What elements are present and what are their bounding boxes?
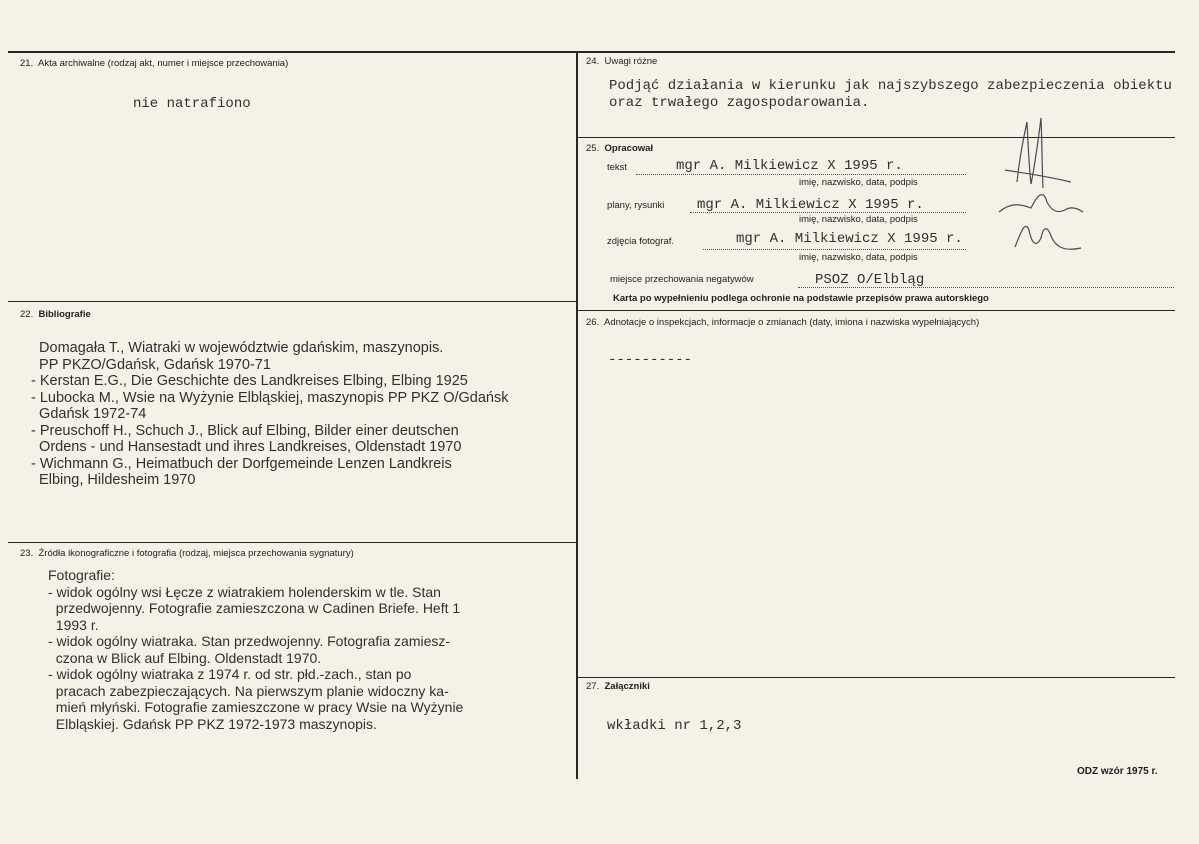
section-22-number: 22.	[20, 309, 34, 320]
iconography-line: - widok ogólny wiatraka z 1974 r. od str. płd.-zach., stan po	[48, 666, 412, 682]
form-footer: ODZ wzór 1975 r.	[1077, 766, 1158, 777]
section-21-content: nie natrafiono	[133, 96, 251, 112]
author-text-value: mgr A. Milkiewicz X 1995 r.	[676, 158, 903, 174]
rule-25-26	[577, 310, 1175, 311]
section-25-header	[586, 143, 653, 154]
bibliography-line: - Wichmann G., Heimatbuch der Dorfgemeinde Lenzen Landkreis	[31, 455, 452, 472]
rule-22-23	[8, 542, 577, 543]
negatives-value: PSOZ O/Elbląg	[815, 272, 925, 288]
bibliography-line: Elbing, Hildesheim 1970	[31, 472, 196, 488]
author-photos-line	[703, 249, 966, 250]
section-26-title: Adnotacje o inspekcjach, informacje o zmianach (daty, imiona i nazwiska wypełniających)	[603, 317, 980, 328]
iconography-line: przedwojenny. Fotografie zamieszczona w Cadinen Briefe. Heft 1	[48, 600, 461, 616]
bibliography-line: PP PKZO/Gdańsk, Gdańsk 1970-71	[31, 356, 271, 373]
signature-graphic	[985, 112, 1105, 262]
bibliography-line: - Preuschoff H., Schuch J., Blick auf Elbing, Bilder einer deutschen	[31, 422, 459, 439]
section-27-title: Załączniki	[604, 681, 650, 692]
section-26-content: ----------	[608, 352, 693, 368]
rule-21-22	[8, 301, 577, 302]
author-text-label: tekst	[607, 162, 628, 173]
section-21-title: Akta archiwalne (rodzaj akt, numer i miejsce przechowania)	[37, 58, 289, 69]
section-26-header	[586, 317, 979, 328]
bibliography-line: Domagała T., Wiatraki w województwie gdańskim, maszynopis.	[31, 340, 444, 356]
attachments-content: wkładki nr 1,2,3	[607, 718, 742, 734]
section-26-number: 26.	[586, 317, 600, 328]
iconography-line: 1993 r.	[48, 616, 99, 633]
author-photos-value: mgr A. Milkiewicz X 1995 r.	[736, 231, 963, 247]
section-23-number: 23.	[20, 548, 34, 559]
bibliography-line: - Kerstan E.G., Die Geschichte des Landkreises Elbing, Elbing 1925	[31, 373, 468, 389]
section-25-title: Opracował	[604, 143, 654, 154]
section-22-header	[20, 309, 91, 320]
copyright-note: Karta po wypełnieniu podlega ochronie na podstawie przepisów prawa autorskiego	[613, 293, 989, 304]
author-plans-value: mgr A. Milkiewicz X 1995 r.	[697, 197, 924, 213]
center-divider	[576, 51, 578, 779]
author-plans-label: plany, rysunki	[607, 200, 665, 211]
iconography-line: - widok ogólny wiatraka. Stan przedwojenny. Fotografia zamiesz-	[48, 633, 451, 649]
author-text-caption: imię, nazwisko, data, podpis	[799, 177, 918, 188]
section-24-header	[586, 56, 657, 67]
section-21-header	[20, 58, 288, 69]
bibliography-line: Ordens - und Hansestadt und ihres Landkreises, Oldenstadt 1970	[31, 439, 462, 455]
iconography-line: mień młyński. Fotografie zamieszczone w pracy Wsie na Wyżynie	[48, 699, 464, 715]
iconography-list	[48, 567, 463, 732]
section-22-title: Bibliografie	[38, 309, 91, 320]
iconography-line: czona w Blick auf Elbing. Oldenstadt 1970.	[48, 649, 322, 666]
iconography-line: Elbląskiej. Gdańsk PP PKZ 1972-1973 maszynopis.	[48, 715, 377, 732]
bibliography-line: Gdańsk 1972-74	[31, 406, 147, 422]
iconography-line: pracach zabezpieczających. Na pierwszym planie widoczny ka-	[48, 682, 449, 699]
remarks-line: Podjąć działania w kierunku jak najszybszego zabezpieczenia obiektu	[609, 78, 1172, 94]
top-rule	[8, 51, 1175, 53]
bibliography-line: - Lubocka M., Wsie na Wyżynie Elbląskiej, maszynopis PP PKZ O/Gdańsk	[31, 389, 509, 406]
iconography-line: Fotografie:	[48, 567, 115, 583]
section-21-number: 21.	[20, 58, 34, 69]
author-photos-caption: imię, nazwisko, data, podpis	[799, 252, 918, 263]
author-photos-label: zdjęcia fotograf.	[607, 236, 675, 247]
negatives-label: miejsce przechowania negatywów	[610, 274, 754, 285]
section-24-title: Uwagi różne	[604, 56, 658, 67]
section-23-header	[20, 548, 354, 559]
rule-26-27	[577, 677, 1175, 678]
section-27-number: 27.	[586, 681, 600, 692]
section-23-title: Źródła ikonograficzne i fotografia (rodzaj, miejsca przechowania sygnatury)	[38, 548, 354, 559]
author-plans-caption: imię, nazwisko, data, podpis	[799, 214, 918, 225]
section-24-number: 24.	[586, 56, 600, 67]
section-27-header	[586, 681, 650, 692]
remarks-text	[609, 78, 1172, 111]
bibliography-list	[31, 340, 508, 489]
iconography-line: - widok ogólny wsi Łęcze z wiatrakiem holenderskim w tle. Stan	[48, 583, 441, 600]
remarks-line: oraz trwałego zagospodarowania.	[609, 94, 870, 111]
section-25-number: 25.	[586, 143, 600, 154]
